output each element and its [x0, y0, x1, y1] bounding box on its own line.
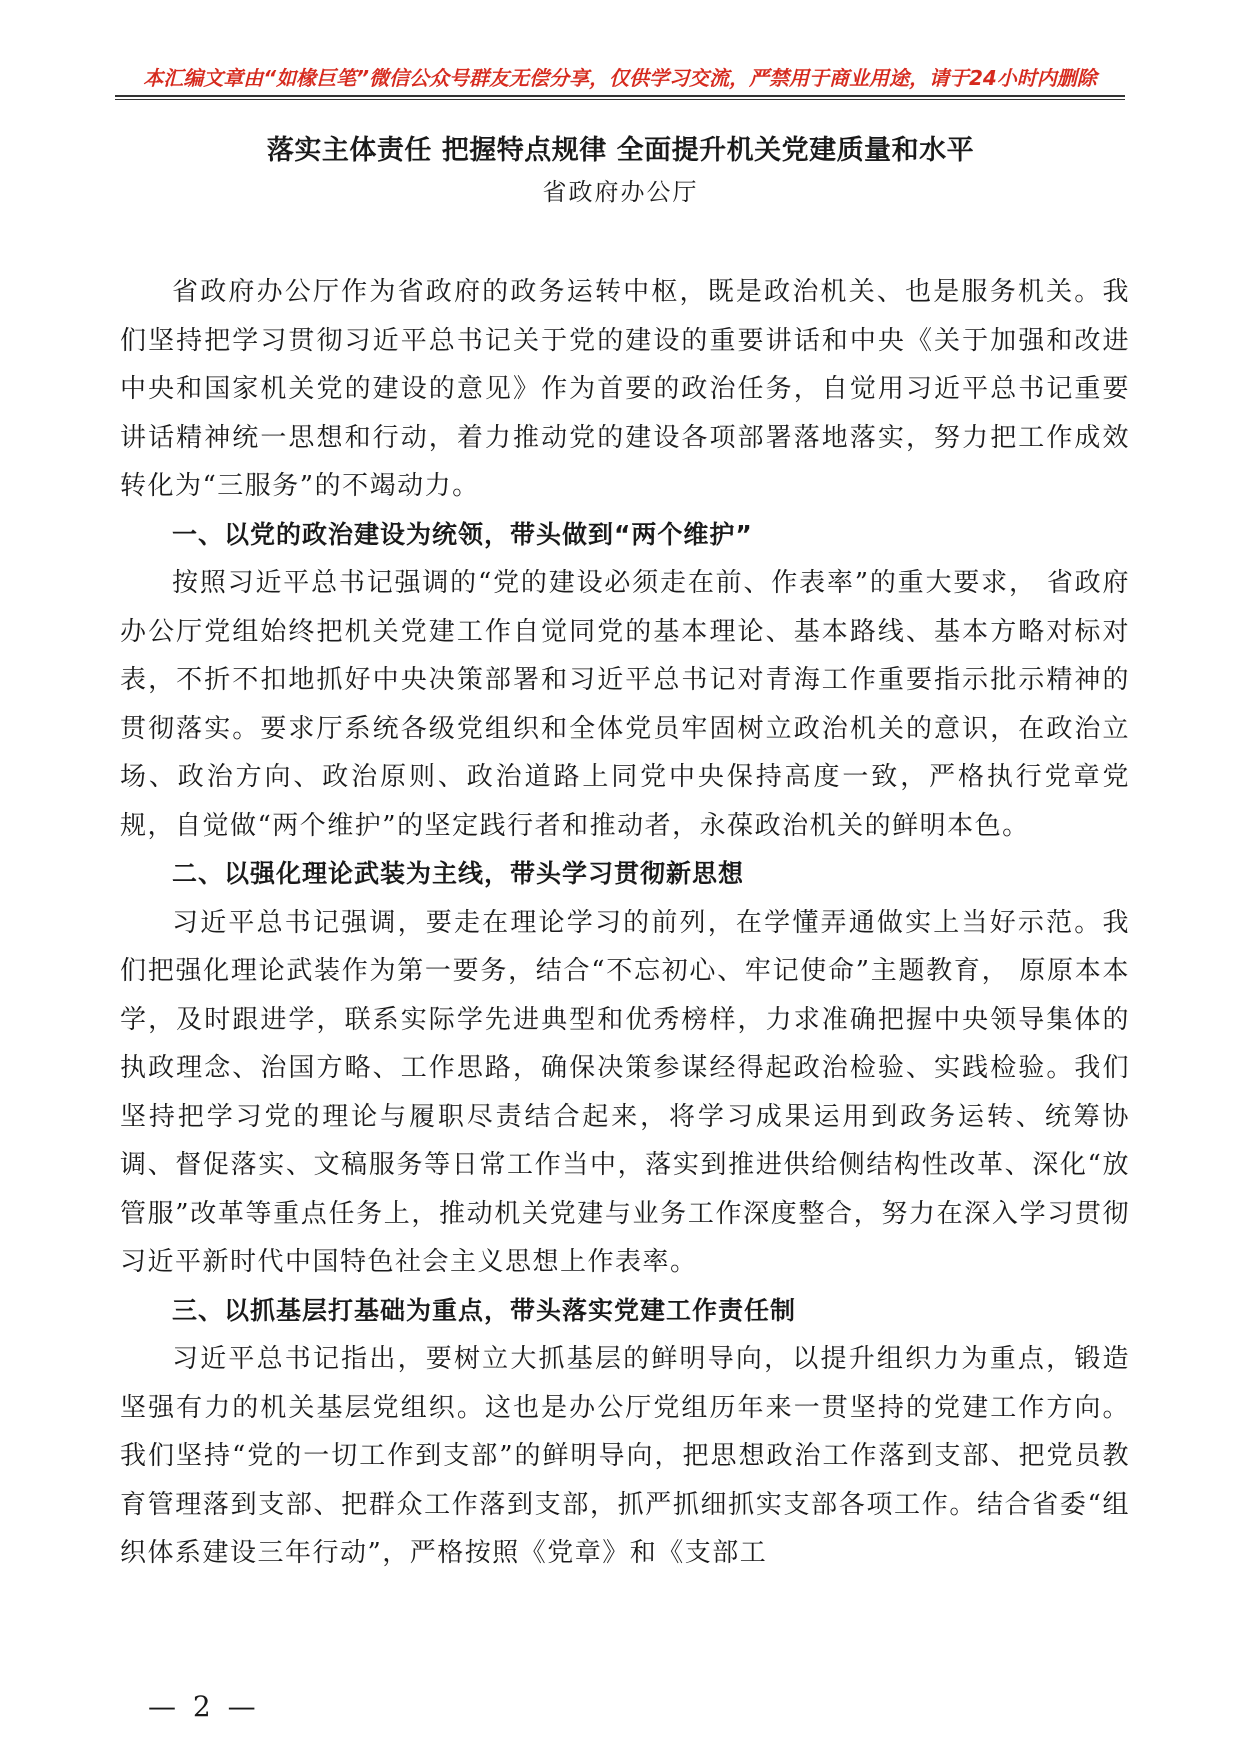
page-number: — 2 —: [148, 1690, 260, 1723]
section-paragraph-2: 习近平总书记强调，要走在理论学习的前列，在学懂弄通做实上当好示范。我们把强化理论武装作为第一要务，结合“不忘初心、牢记使命”主题教育， 原原本本学，及时跟进学，联系实际学先进典型和优秀榜样，力求准确把握中央领导集体的执政理念、治国方略、工作思路，确保决策参谋经得起政治检验、实践检验。我们坚持把学习党的理论与履职尽责结合起来，将学习成果运用到政务运转、统筹协调、督促落实、文稿服务等日常工作当中，落实到推进供给侧结构性改革、深化“放管服”改革等重点任务上，推动机关党建与业务工作深度整合，努力在深入学习贯彻习近平新时代中国特色社会主义思想上作表率。: [120, 907, 1130, 1277]
header-rule: [115, 95, 1125, 97]
document-author: 省政府办公厅: [542, 178, 699, 206]
section-heading-3: 三、以抓基层打基础为重点，带头落实党建工作责任制: [172, 1295, 797, 1325]
section-paragraph-3: 习近平总书记指出，要树立大抓基层的鲜明导向，以提升组织力为重点，锻造坚强有力的机关基层党组织。这也是办公厅党组历年来一贯坚持的党建工作方向。我们坚持“党的一切工作到支部”的鲜明导向，把思想政治工作落到支部、把党员教育管理落到支部、把群众工作落到支部，抓严抓细抓实支部各项工作。结合省委“组织体系建设三年行动”，严格按照《党章》和《支部工: [120, 1344, 1130, 1568]
copyright-notice: 本汇编文章由“如椽巨笔”微信公众号群友无偿分享，仅供学习交流，严禁用于商业用途，请于24小时内删除: [143, 66, 1097, 90]
document-title: 落实主体责任 把握特点规律 全面提升机关党建质量和水平: [266, 135, 975, 166]
section-paragraph-1: 按照习近平总书记强调的“党的建设必须走在前、作表率”的重大要求， 省政府办公厅党组始终把机关党建工作自觉同党的基本理论、基本路线、基本方略对标对表，不折不扣地抓好中央决策部署和习近平总书记对青海工作重要指示批示精神的贯彻落实。要求厅系统各级党组织和全体党员牢固树立政治机关的意识，在政治立场、政治方向、政治原则、政治道路上同党中央保持高度一致，严格执行党章党规，自觉做“两个维护”的坚定践行者和推动者，永葆政治机关的鲜明本色。: [120, 568, 1130, 841]
intro-paragraph: 省政府办公厅作为省政府的政务运转中枢，既是政治机关、也是服务机关。我们坚持把学习贯彻习近平总书记关于党的建设的重要讲话和中央《关于加强和改进中央和国家机关党的建设的意见》作为首要的政治任务，自觉用习近平总书记重要讲话精神统一思想和行动，着力推动党的建设各项部署落地落实，努力把工作成效转化为“三服务”的不竭动力。: [120, 277, 1130, 501]
header-rule-thin: [115, 99, 1125, 100]
section-heading-2: 二、以强化理论武装为主线，带头学习贯彻新思想: [172, 859, 745, 888]
document-body: [120, 268, 1130, 1578]
section-heading-1: 一、以党的政治建设为统领，带头做到“两个维护”: [172, 519, 753, 549]
